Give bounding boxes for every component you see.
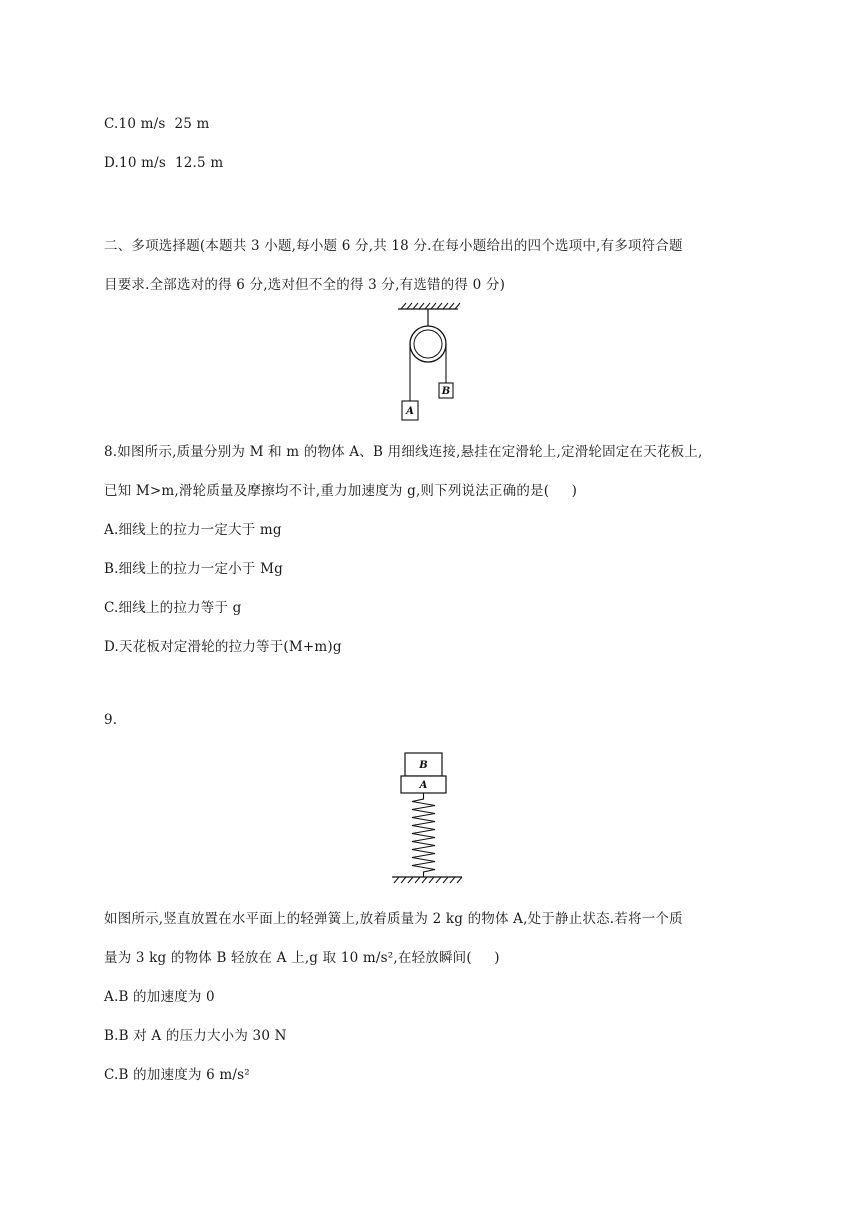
q8-option-d: D.天花板对定滑轮的拉力等于(M+m)g bbox=[104, 639, 342, 655]
q8-option-a: A.细线上的拉力一定大于 mg bbox=[104, 522, 282, 538]
q9-stem-line2: 量为 3 kg 的物体 B 轻放在 A 上,g 取 10 m/s²,在轻放瞬间( ) bbox=[104, 950, 500, 966]
block-b-label: B bbox=[441, 386, 451, 397]
q8-stem-line2: 已知 M>m,滑轮质量及摩擦均不计,重力加速度为 g,则下列说法正确的是( ) bbox=[104, 483, 578, 499]
q7-option-d: D.10 m/s 12.5 m bbox=[104, 155, 224, 171]
pulley-figure bbox=[392, 300, 464, 426]
block-a-label: A bbox=[406, 406, 414, 417]
q9-stem-line1: 如图所示,竖直放置在水平面上的轻弹簧上,放着质量为 2 kg 的物体 A,处于静止状态.若将一个质 bbox=[104, 911, 683, 927]
q9-option-c: C.B 的加速度为 6 m/s² bbox=[104, 1067, 250, 1083]
q9-number: 9. bbox=[104, 712, 118, 728]
q8-option-c: C.细线上的拉力等于 g bbox=[104, 600, 242, 616]
section2-heading-line2: 目要求.全部选对的得 6 分,选对但不全的得 3 分,有选错的得 0 分) bbox=[104, 277, 506, 293]
q7-option-c: C.10 m/s 25 m bbox=[104, 116, 210, 132]
q9-option-a: A.B 的加速度为 0 bbox=[104, 989, 215, 1005]
q8-option-b: B.细线上的拉力一定小于 Mg bbox=[104, 561, 283, 577]
spring-figure bbox=[390, 750, 470, 886]
spring-block-a-label: A bbox=[419, 780, 428, 791]
spring-block-b-label: B bbox=[419, 760, 428, 771]
q8-stem-line1: 8.如图所示,质量分别为 M 和 m 的物体 A、B 用细线连接,悬挂在定滑轮上,定滑轮固定在天花板上, bbox=[104, 444, 703, 460]
section2-heading-line1: 二、多项选择题(本题共 3 小题,每小题 6 分,共 18 分.在每小题给出的四个选项中,有多项符合题 bbox=[104, 238, 683, 254]
q9-option-b: B.B 对 A 的压力大小为 30 N bbox=[104, 1028, 287, 1044]
